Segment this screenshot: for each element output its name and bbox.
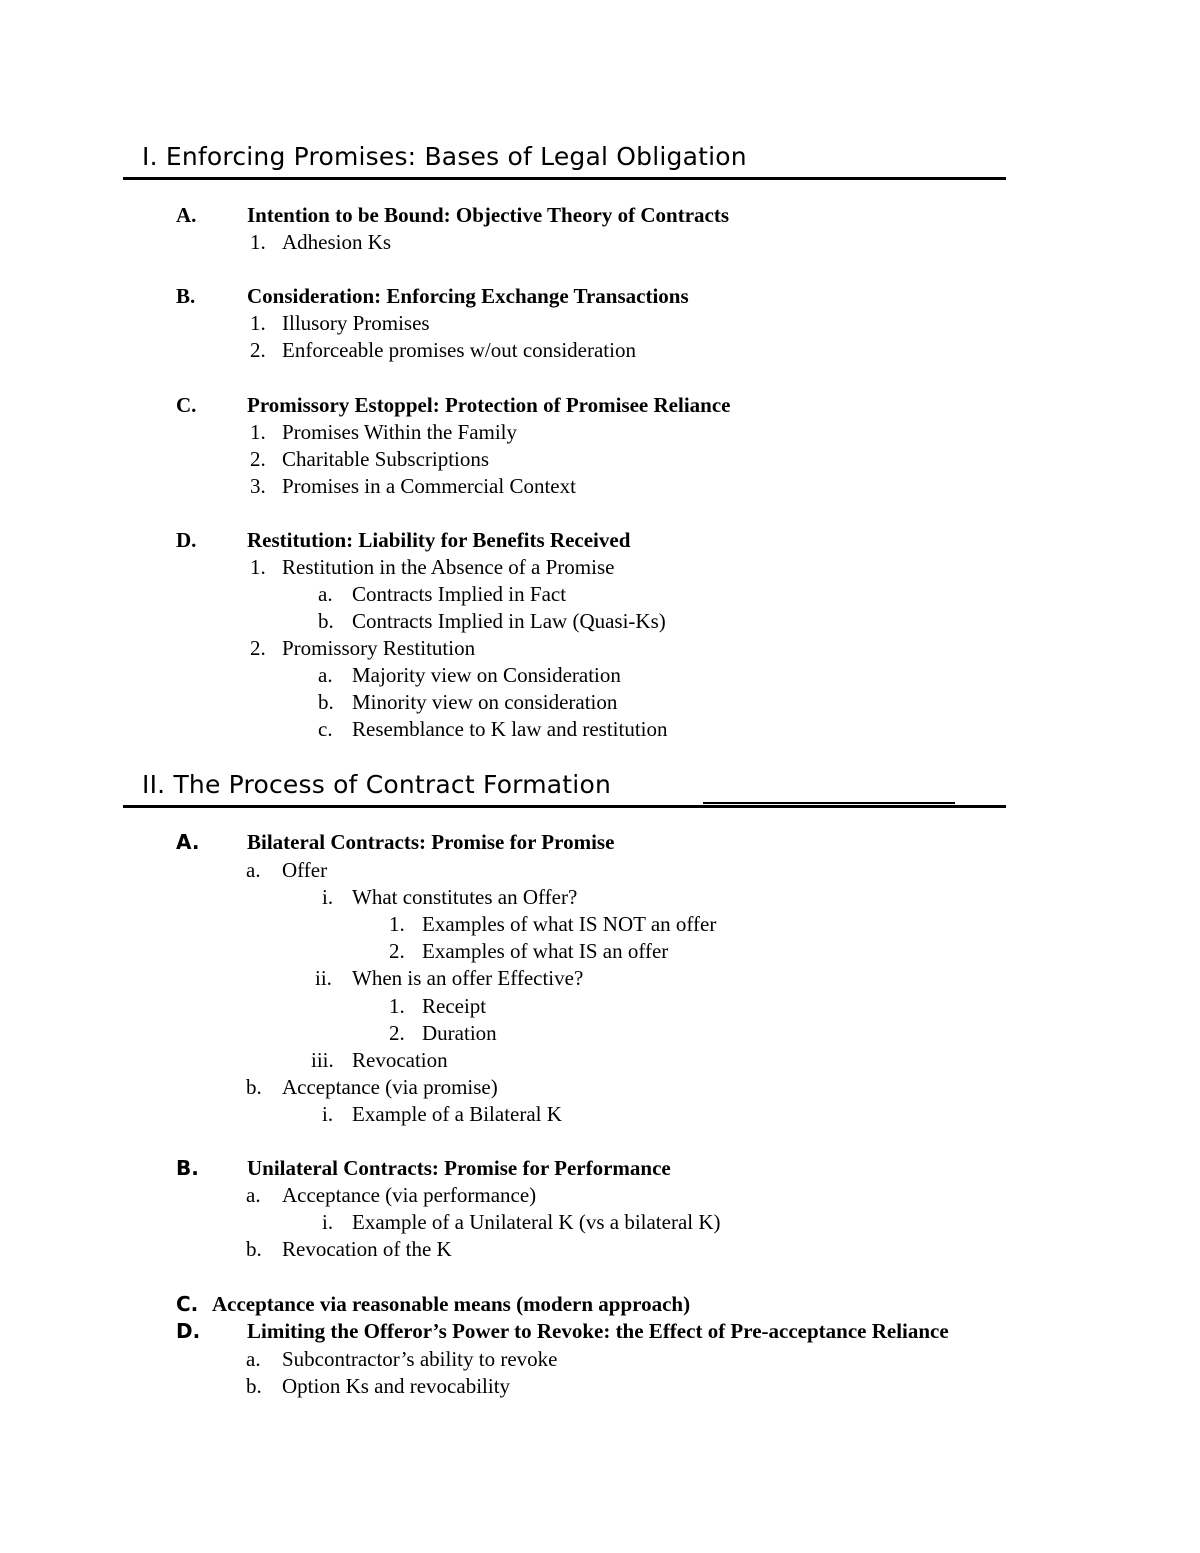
outline-item: Adhesion Ks — [282, 230, 392, 254]
item-marker: a. — [246, 1183, 261, 1207]
outline-item: Illusory Promises — [282, 311, 430, 335]
item-marker: 2. — [389, 939, 405, 963]
item-marker: b. — [246, 1374, 262, 1398]
item-marker: 3. — [250, 474, 266, 498]
item-marker: a. — [246, 1347, 261, 1371]
outline-item: What constitutes an Offer? — [352, 885, 578, 909]
outline-item: Offer — [282, 858, 328, 882]
outline-item: Revocation of the K — [282, 1237, 452, 1261]
item-marker: 1. — [250, 230, 266, 254]
section-rule — [123, 805, 1006, 808]
item-marker: 1. — [389, 994, 405, 1018]
outline-item: Promises Within the Family — [282, 420, 518, 444]
outline-item: Enforceable promises w/out consideration — [282, 338, 636, 362]
item-marker: 2. — [250, 636, 266, 660]
item-marker: 2. — [250, 338, 266, 362]
outline-item: Majority view on Consideration — [352, 663, 621, 687]
group-heading: Acceptance via reasonable means (modern approach) — [212, 1292, 691, 1316]
outline-item: Revocation — [352, 1048, 448, 1072]
outline-item: Examples of what IS NOT an offer — [422, 912, 717, 936]
outline-item: Contracts Implied in Fact — [352, 582, 567, 606]
item-marker: 2. — [250, 447, 266, 471]
outline-item: Promissory Restitution — [282, 636, 476, 660]
item-marker: 1. — [250, 555, 266, 579]
item-marker: iii. — [311, 1048, 334, 1072]
group-marker: D. — [176, 528, 197, 552]
outline-item: Examples of what IS an offer — [422, 939, 669, 963]
item-marker: ii. — [315, 966, 332, 990]
group-heading: Restitution: Liability for Benefits Received — [247, 528, 631, 552]
item-marker: i. — [322, 885, 334, 909]
outline-item: Minority view on consideration — [352, 690, 618, 714]
group-marker: D. — [176, 1319, 201, 1343]
group-heading: Consideration: Enforcing Exchange Transactions — [247, 284, 689, 308]
outline-item: Option Ks and revocability — [282, 1374, 511, 1398]
item-marker: b. — [318, 609, 334, 633]
section-rule-extra — [703, 802, 955, 804]
outline-item: Acceptance (via promise) — [282, 1075, 498, 1099]
item-marker: a. — [318, 582, 333, 606]
group-marker: C. — [176, 1292, 199, 1316]
item-marker: b. — [318, 690, 334, 714]
group-marker: B. — [176, 284, 196, 308]
item-marker: c. — [318, 717, 333, 741]
item-marker: a. — [246, 858, 261, 882]
group-marker: C. — [176, 393, 197, 417]
group-heading: Promissory Estoppel: Protection of Promisee Reliance — [247, 393, 731, 417]
group-heading: Intention to be Bound: Objective Theory of Contracts — [247, 203, 730, 227]
outline-item: Restitution in the Absence of a Promise — [282, 555, 615, 579]
section-title: II. The Process of Contract Formation — [142, 770, 611, 799]
group-marker: A. — [176, 203, 197, 227]
section-title: I. Enforcing Promises: Bases of Legal Obligation — [142, 142, 747, 171]
item-marker: 1. — [250, 311, 266, 335]
outline-item: When is an offer Effective? — [352, 966, 584, 990]
outline-item: Subcontractor’s ability to revoke — [282, 1347, 558, 1371]
outline-item: Receipt — [422, 994, 487, 1018]
outline-item: Acceptance (via performance) — [282, 1183, 537, 1207]
item-marker: a. — [318, 663, 333, 687]
item-marker: i. — [322, 1102, 334, 1126]
group-marker: B. — [176, 1156, 199, 1180]
outline-item: Promises in a Commercial Context — [282, 474, 576, 498]
outline-item: Example of a Unilateral K (vs a bilateral K) — [352, 1210, 721, 1234]
item-marker: b. — [246, 1237, 262, 1261]
item-marker: 2. — [389, 1021, 405, 1045]
outline-item: Duration — [422, 1021, 497, 1045]
outline-item: Contracts Implied in Law (Quasi-Ks) — [352, 609, 666, 633]
item-marker: i. — [322, 1210, 334, 1234]
outline-item: Example of a Bilateral K — [352, 1102, 562, 1126]
item-marker: b. — [246, 1075, 262, 1099]
group-marker: A. — [176, 830, 200, 854]
section-rule — [123, 177, 1006, 180]
group-heading: Unilateral Contracts: Promise for Performance — [247, 1156, 671, 1180]
item-marker: 1. — [389, 912, 405, 936]
group-heading: Bilateral Contracts: Promise for Promise — [247, 830, 615, 854]
item-marker: 1. — [250, 420, 266, 444]
outline-item: Resemblance to K law and restitution — [352, 717, 668, 741]
outline-item: Charitable Subscriptions — [282, 447, 490, 471]
group-heading: Limiting the Offeror’s Power to Revoke: the Effect of Pre-acceptance Reliance — [247, 1319, 949, 1343]
